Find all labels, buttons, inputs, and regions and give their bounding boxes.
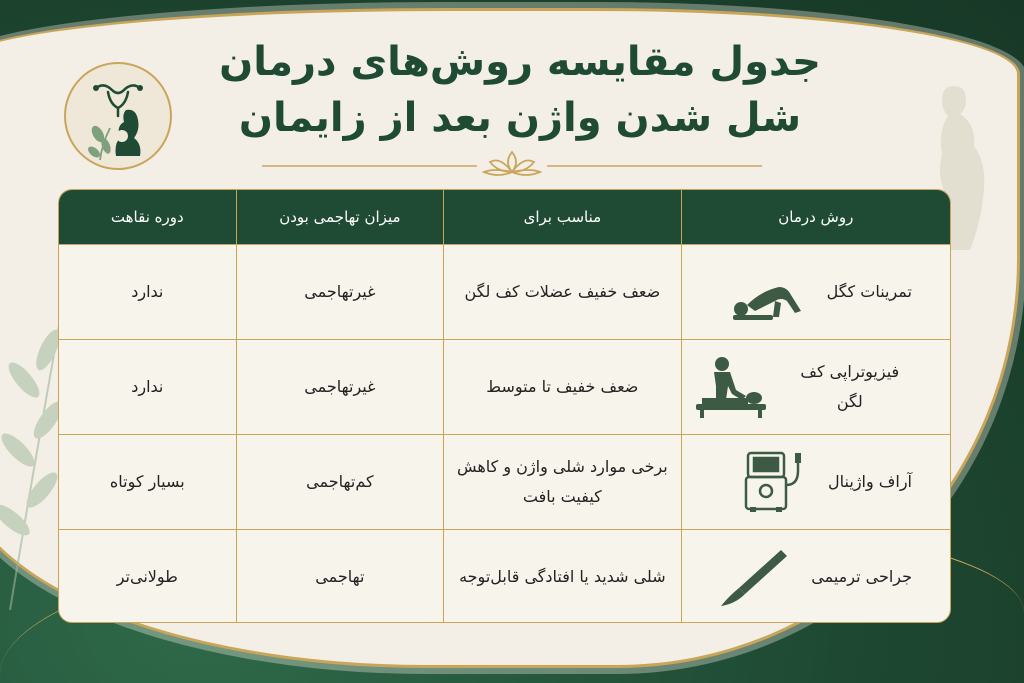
recovery-cell: بسیار کوتاه <box>109 472 185 491</box>
invasiveness-cell: غیرتهاجمی <box>236 245 444 339</box>
invasiveness-cell: تهاجمی <box>236 530 444 623</box>
title-line-1: جدول مقایسه روش‌های درمان <box>219 39 821 85</box>
header-invasiveness: میزان تهاجمی بودن <box>236 190 444 244</box>
recovery-cell: ندارد <box>131 282 164 301</box>
lotus-divider-icon <box>262 150 762 178</box>
method-label: فیزیوتراپی کف لگن <box>800 362 900 411</box>
laser-device-icon <box>732 451 810 513</box>
method-cell <box>681 530 950 623</box>
comparison-table <box>58 189 951 623</box>
table-header <box>59 190 950 244</box>
physiotherapy-icon <box>692 356 770 418</box>
pelvic-bridge-exercise-icon <box>731 261 809 323</box>
title-line-2: شل شدن واژن بعد از زایمان <box>238 95 802 141</box>
scalpel-icon <box>715 546 793 608</box>
table-row <box>59 529 950 623</box>
header-method: روش درمان <box>681 190 950 244</box>
method-cell <box>681 245 950 339</box>
method-label: آراف واژینال <box>828 472 912 491</box>
header-suitable-for: مناسب برای <box>443 190 680 244</box>
table-row <box>59 339 950 434</box>
header-recovery: دوره نقاهت <box>110 208 184 226</box>
method-label: جراحی ترمیمی <box>811 567 912 586</box>
clinic-logo <box>64 62 172 170</box>
recovery-cell: طولانی‌تر <box>116 567 178 586</box>
suitable-for-cell: ضعف خفیف عضلات کف لگن <box>443 245 680 339</box>
recovery-cell: ندارد <box>131 377 164 396</box>
page-title <box>200 34 840 146</box>
method-label: تمرینات کگل <box>826 282 912 301</box>
method-cell <box>681 340 950 434</box>
suitable-for-cell: شلی شدید یا افتادگی قابل‌توجه <box>443 530 680 623</box>
invasiveness-cell: کم‌تهاجمی <box>236 435 444 529</box>
table-row <box>59 434 950 529</box>
mother-baby-uterus-icon <box>66 64 170 168</box>
invasiveness-cell: غیرتهاجمی <box>236 340 444 434</box>
suitable-for-cell: ضعف خفیف تا متوسط <box>443 340 680 434</box>
suitable-for-cell: برخی موارد شلی واژن و کاهش کیفیت بافت <box>443 435 680 529</box>
method-cell <box>681 435 950 529</box>
table-row <box>59 244 950 339</box>
